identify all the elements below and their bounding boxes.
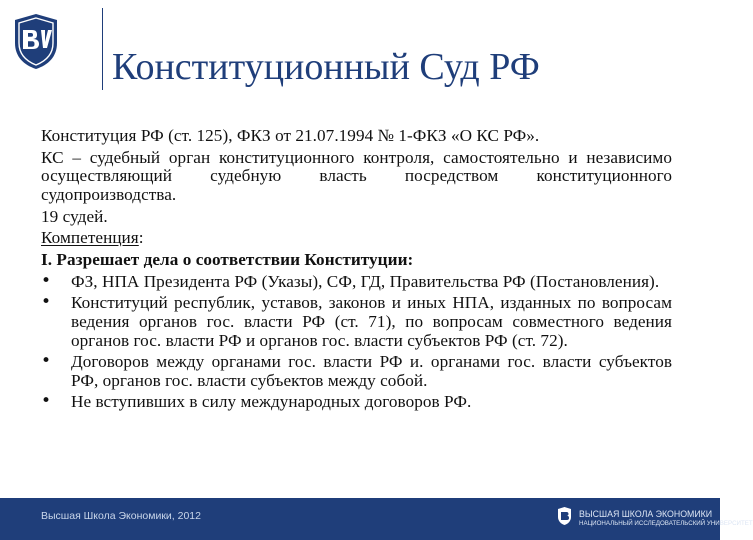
list-item: • Договоров между органами гос. власти РФ и. органами гос. власти субъектов РФ, органов гос. власти субъектов между собой. <box>41 353 672 390</box>
title-divider <box>102 8 103 90</box>
page-title: Конституционный Суд РФ <box>112 46 540 88</box>
list-item: • Конституций республик, уставов, законов и иных НПА, изданных по вопросам ведения органов гос. власти РФ (ст. 71), по вопросам совместного ведения органов гос. власти РФ и органов гос. власти субъектов РФ (ст. 72). <box>41 294 672 350</box>
competence-label: Компетенция <box>41 228 139 248</box>
list-item: • Не вступивших в силу международных договоров РФ. <box>41 393 672 412</box>
competence-colon: : <box>138 228 144 248</box>
slide-content <box>41 127 672 415</box>
footer-bar <box>0 498 753 540</box>
footer-university-line2: НАЦИОНАЛЬНЫЙ ИССЛЕДОВАТЕЛЬСКИЙ УНИВЕРСИТЕТ <box>579 520 753 527</box>
list-item: • ФЗ, НПА Президента РФ (Указы), СФ, ГД, Правительства РФ (Постановления). <box>41 273 672 292</box>
hse-crest-logo <box>12 12 60 70</box>
footer-university-line1: ВЫСШАЯ ШКОЛА ЭКОНОМИКИ <box>579 509 713 519</box>
constitutionality-list <box>41 273 672 412</box>
footer-copyright: Высшая Школа Экономики, 2012 <box>41 510 201 522</box>
constitutionality-heading: I. Разрешает дела о соответствии Конституции: <box>41 249 414 269</box>
hse-footer-logo <box>557 506 572 526</box>
competence-line <box>41 229 672 248</box>
legal-basis-paragraph: Конституция РФ (ст. 125), ФКЗ от 21.07.1994 № 1-ФКЗ «О КС РФ». <box>41 126 540 145</box>
footer-university-name <box>579 509 753 529</box>
judges-count-paragraph: 19 судей. <box>41 206 108 226</box>
court-definition-paragraph: КС – судебный орган конституционного контроля, самостоятельно и независимо осуществляющий судебную власть посредством конституционного судопроизводства. <box>41 147 672 204</box>
